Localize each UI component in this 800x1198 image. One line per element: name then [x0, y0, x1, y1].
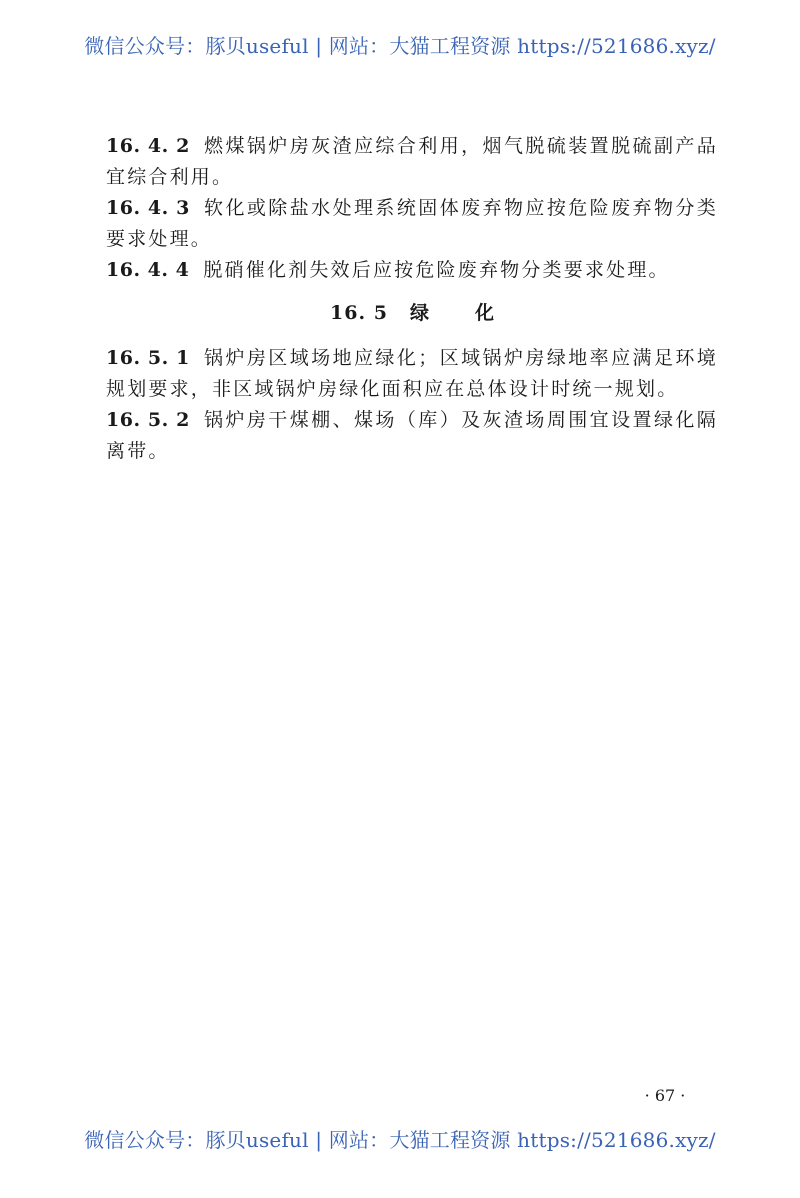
clause-number: 16. 5. 2 — [106, 409, 190, 431]
document-body — [106, 131, 718, 467]
clause-text: 软化或除盐水处理系统固体废弃物应按危险废弃物分类要求处理。 — [106, 197, 718, 250]
section-title: 绿化 — [409, 302, 540, 324]
clause-text: 脱硝催化剂失效后应按危险废弃物分类要求处理。 — [203, 259, 670, 281]
clause-text: 锅炉房干煤棚、煤场（库）及灰渣场周围宜设置绿化隔离带。 — [106, 409, 718, 462]
clause-16-4-4 — [106, 255, 718, 286]
watermark-header: 微信公众号：豚贝useful | 网站：大猫工程资源 https://521686.xyz/ — [84, 34, 716, 58]
clause-number: 16. 4. 3 — [106, 197, 190, 219]
clause-16-4-2 — [106, 131, 718, 193]
watermark-footer: 微信公众号：豚贝useful | 网站：大猫工程资源 https://521686.xyz/ — [84, 1128, 716, 1152]
clause-16-5-2 — [106, 405, 718, 467]
section-number: 16. 5 — [330, 302, 388, 324]
section-heading-16-5 — [106, 298, 718, 329]
clause-16-4-3 — [106, 193, 718, 255]
page-number: · 67 · — [644, 1086, 686, 1105]
clause-16-5-1 — [106, 343, 718, 405]
clause-number: 16. 4. 2 — [106, 135, 190, 157]
clause-text: 锅炉房区域场地应绿化；区域锅炉房绿地率应满足环境规划要求，非区域锅炉房绿化面积应在总体设计时统一规划。 — [106, 347, 718, 400]
clause-number: 16. 4. 4 — [106, 259, 190, 281]
clause-text: 燃煤锅炉房灰渣应综合利用，烟气脱硫装置脱硫副产品宜综合利用。 — [106, 135, 718, 188]
clause-number: 16. 5. 1 — [106, 347, 190, 369]
